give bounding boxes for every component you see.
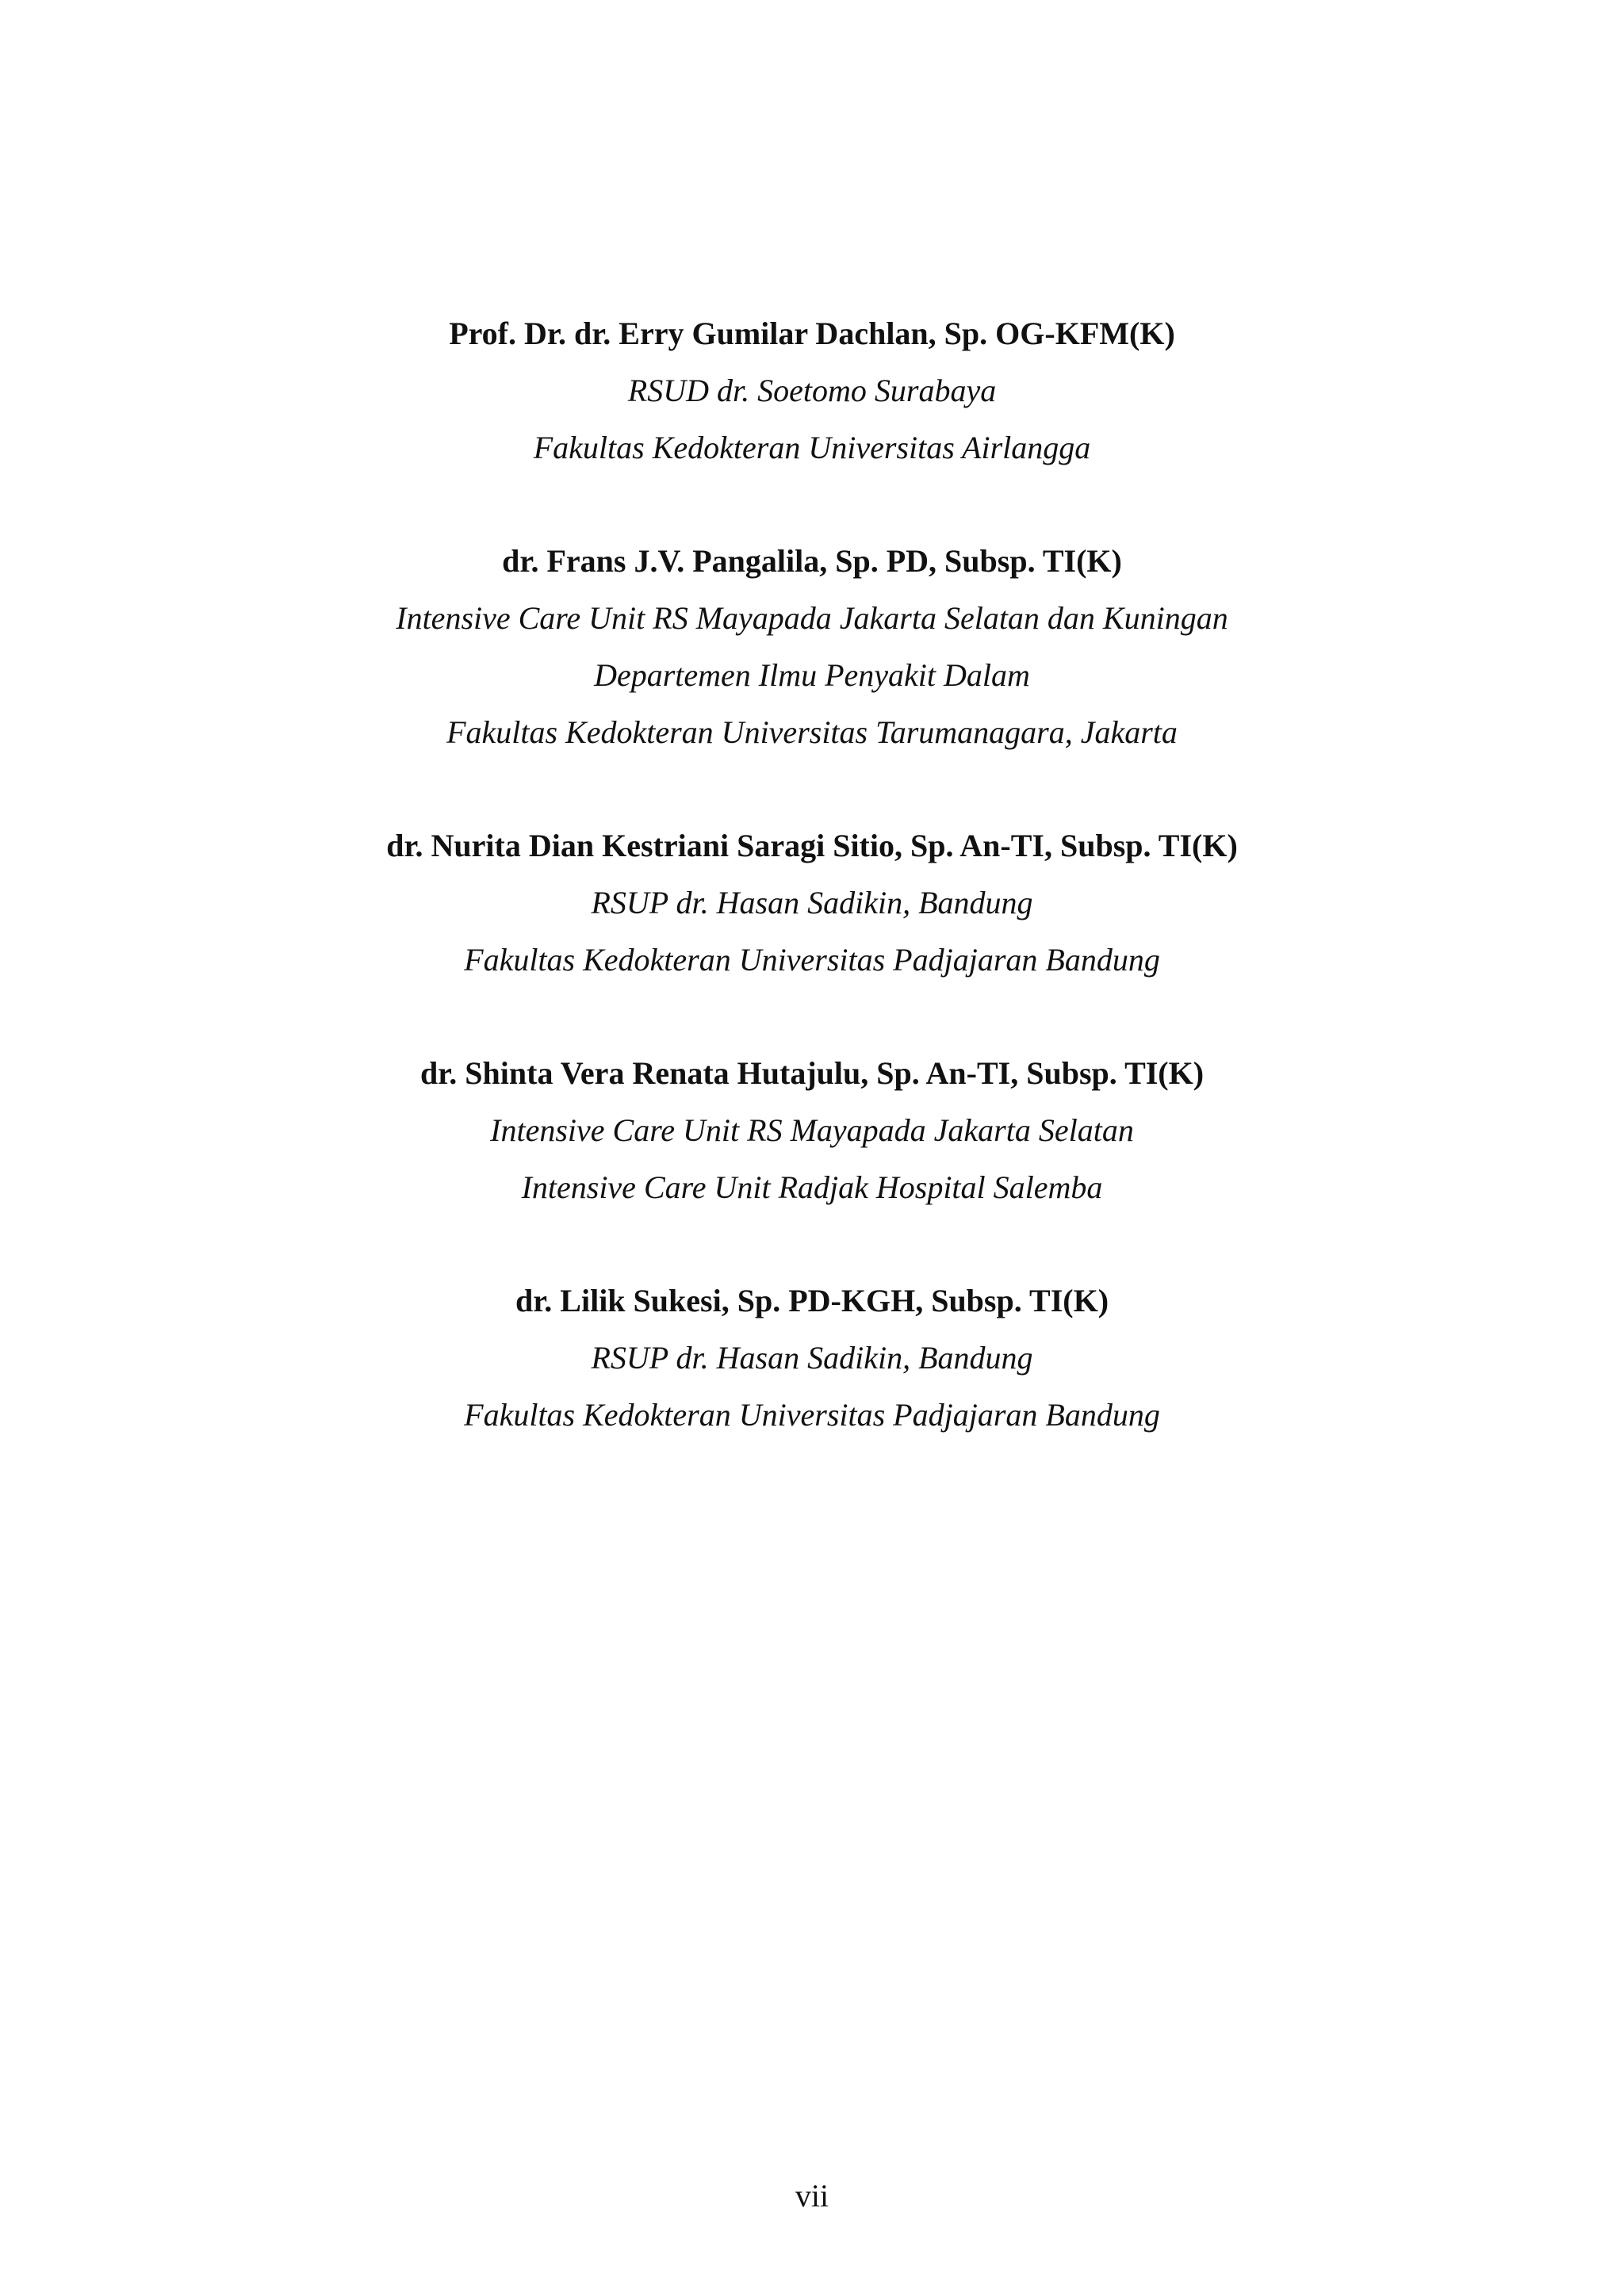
contributor-name: dr. Nurita Dian Kestriani Saragi Sitio, Sp. An-TI, Subsp. TI(K) [386, 828, 1238, 863]
contributor-affiliation: Fakultas Kedokteran Universitas Padjajaran Bandung [464, 942, 1160, 978]
contributor-affiliation: Fakultas Kedokteran Universitas Airlangga [533, 430, 1091, 465]
contributor-entry [0, 305, 1624, 476]
contributor-name: dr. Shinta Vera Renata Hutajulu, Sp. An-TI, Subsp. TI(K) [419, 1055, 1205, 1091]
contributor-affiliation: Intensive Care Unit RS Mayapada Jakarta Selatan [490, 1112, 1134, 1148]
contributor-affiliation: Fakultas Kedokteran Universitas Tarumanagara, Jakarta [446, 714, 1178, 750]
page-number: vii [795, 2178, 829, 2214]
contributor-affiliation: RSUP dr. Hasan Sadikin, Bandung [591, 1340, 1033, 1376]
contributor-name: dr. Frans J.V. Pangalila, Sp. PD, Subsp. TI(K) [502, 543, 1122, 579]
contributor-affiliation: Intensive Care Unit RS Mayapada Jakarta Selatan dan Kuningan [396, 600, 1228, 636]
contributor-name: Prof. Dr. dr. Erry Gumilar Dachlan, Sp. OG-KFM(K) [449, 316, 1175, 351]
contributor-entry [0, 1272, 1624, 1444]
contributor-affiliation: Fakultas Kedokteran Universitas Padjajaran Bandung [464, 1397, 1160, 1433]
contributor-affiliation: Departemen Ilmu Penyakit Dalam [594, 657, 1030, 693]
contributor-affiliation: RSUD dr. Soetomo Surabaya [627, 373, 997, 408]
contributor-entry [0, 1045, 1624, 1216]
contributor-entry [0, 533, 1624, 761]
contributor-affiliation: RSUP dr. Hasan Sadikin, Bandung [591, 885, 1033, 920]
contributor-affiliation: Intensive Care Unit Radjak Hospital Salemba [521, 1169, 1103, 1205]
contributor-name: dr. Lilik Sukesi, Sp. PD-KGH, Subsp. TI(K) [515, 1283, 1109, 1318]
contributor-entry [0, 817, 1624, 989]
contributor-list [0, 305, 1624, 1500]
